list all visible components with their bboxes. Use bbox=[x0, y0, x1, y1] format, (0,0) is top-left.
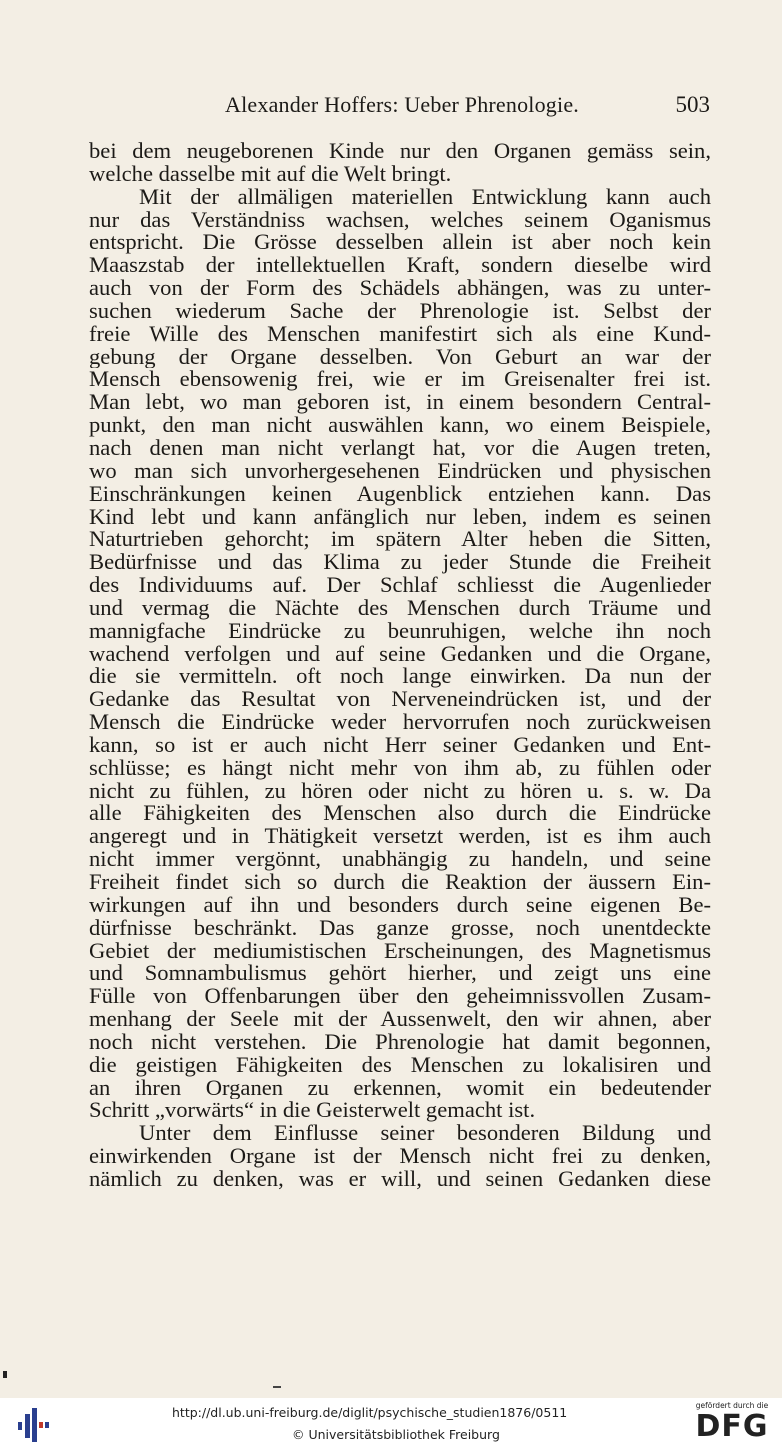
text-line: alle Fähigkeiten des Menschen also durch die Eindrücke bbox=[89, 802, 711, 826]
text-line: schlüsse; es hängt nicht mehr von ihm ab, zu fühlen oder bbox=[89, 756, 711, 780]
text-line: Maaszstab der intellektuellen Kraft, sondern dieselbe wird bbox=[89, 254, 711, 278]
source-url-link[interactable]: http://dl.ub.uni-freiburg.de/diglit/psychische_studien1876/0511 bbox=[172, 1405, 568, 1420]
text-line: einwirkenden Organe ist der Mensch nicht frei zu denken, bbox=[89, 1145, 711, 1168]
text-line: Schritt „vorwärts“ in die Geisterwelt gemacht ist. bbox=[89, 1099, 536, 1123]
page-number: 503 bbox=[675, 92, 710, 117]
text-line: Unter dem Einflusse seiner besonderen Bildung und bbox=[139, 1122, 711, 1146]
text-line: Freiheit findet sich so durch die Reaktion der äussern Ein- bbox=[89, 871, 711, 894]
text-line: Naturtrieben gehorcht; im spätern Alter heben die Sitten, bbox=[89, 528, 711, 552]
text-line: wirkungen auf ihn und besonders durch seine eigenen Be- bbox=[89, 893, 711, 917]
text-line: welche dasselbe mit auf die Welt bringt. bbox=[89, 162, 452, 186]
text-line: mannigfache Eindrücke zu beunruhigen, welche ihn noch bbox=[89, 619, 711, 643]
text-line: Mit der allmäligen materiellen Entwicklung kann auch bbox=[139, 185, 711, 209]
text-line: freie Wille des Menschen manifestirt sich als eine Kund- bbox=[89, 322, 711, 346]
text-line: Fülle von Offenbarungen über den geheimnissvollen Zusam- bbox=[89, 985, 711, 1009]
running-head: Alexander Hoffers: Ueber Phrenologie. bbox=[225, 92, 579, 117]
text-line: Gebiet der mediumistischen Erscheinungen, des Magnetismus bbox=[89, 939, 711, 963]
text-line: nicht immer vergönnt, unabhängig zu handeln, und seine bbox=[89, 848, 711, 871]
text-line: nämlich zu denken, was er will, und seinen Gedanken diese bbox=[89, 1167, 711, 1191]
text-line: und vermag die Nächte des Menschen durch Träume und bbox=[89, 596, 711, 620]
text-line: und Somnambulismus gehört hierher, und zeigt uns eine bbox=[89, 962, 711, 986]
text-line: des Individuums auf. Der Schlaf schliesst die Augenlieder bbox=[89, 574, 711, 597]
text-line: auch von der Form des Schädels abhängen, was zu unter- bbox=[89, 277, 711, 300]
text-line: angeregt und in Thätigkeit versetzt werden, ist es ihm auch bbox=[89, 825, 711, 849]
text-line: gebung der Organe desselben. Von Geburt an war der bbox=[89, 345, 711, 369]
text-line: Einschränkungen keinen Augenblick entziehen kann. Das bbox=[89, 482, 711, 506]
copyright-notice: © Universitätsbibliothek Freiburg bbox=[292, 1427, 500, 1442]
text-line: nach denen man nicht verlangt hat, vor die Augen treten, bbox=[89, 436, 711, 460]
dfg-tagline: gefördert durch die bbox=[695, 1401, 769, 1410]
text-line: nicht zu fühlen, zu hören oder nicht zu hören u. s. w. Da bbox=[89, 779, 711, 803]
body-text bbox=[89, 140, 711, 1191]
text-line: Mensch die Eindrücke weder hervorrufen noch zurückweisen bbox=[89, 711, 711, 734]
ub-freiburg-logo-icon bbox=[14, 1404, 54, 1444]
text-line: die sie vermitteln. oft noch lange einwirken. Da nun der bbox=[89, 665, 711, 689]
text-line: Bedürfnisse und das Klima zu jeder Stunde die Freiheit bbox=[89, 551, 711, 575]
text-line: wo man sich unvorhergesehenen Eindrücken und physischen bbox=[89, 459, 711, 483]
text-line: wachend verfolgen und auf seine Gedanken und die Organe, bbox=[89, 642, 711, 666]
scan-mark bbox=[3, 1371, 7, 1378]
dfg-logo-icon: DFG bbox=[695, 1409, 769, 1444]
dfg-funding-logo bbox=[690, 1401, 774, 1447]
text-line: entspricht. Die Grösse desselben allein ist aber noch kein bbox=[89, 231, 711, 255]
text-line: suchen wiederum Sache der Phrenologie ist. Selbst der bbox=[89, 299, 711, 323]
text-line: die geistigen Fähigkeiten des Menschen zu lokalisiren und bbox=[89, 1053, 711, 1077]
scan-dash bbox=[273, 1386, 281, 1388]
text-line: bei dem neugeborenen Kinde nur den Organen gemäss sein, bbox=[89, 140, 711, 163]
text-line: Man lebt, wo man geboren ist, in einem besondern Central- bbox=[89, 391, 711, 415]
page-header bbox=[90, 90, 710, 122]
text-line: an ihren Organen zu erkennen, womit ein bedeutender bbox=[89, 1076, 711, 1100]
text-line: dürfnisse beschränkt. Das ganze grosse, noch unentdeckte bbox=[89, 916, 711, 940]
text-line: Kind lebt und kann anfänglich nur leben, indem es seinen bbox=[89, 505, 711, 529]
text-line: nur das Verständniss wachsen, welches seinem Oganismus bbox=[89, 208, 711, 232]
text-line: Mensch ebensowenig frei, wie er im Greisenalter frei ist. bbox=[89, 368, 711, 392]
text-line: menhang der Seele mit der Aussenwelt, den wir ahnen, aber bbox=[89, 1008, 711, 1031]
text-line: noch nicht verstehen. Die Phrenologie hat damit begonnen, bbox=[89, 1030, 711, 1054]
text-line: punkt, den man nicht auswählen kann, wo einem Beispiele, bbox=[89, 414, 711, 437]
text-line: Gedanke das Resultat von Nerveneindrücken ist, und der bbox=[89, 688, 711, 712]
text-line: kann, so ist er auch nicht Herr seiner Gedanken und Ent- bbox=[89, 733, 711, 757]
